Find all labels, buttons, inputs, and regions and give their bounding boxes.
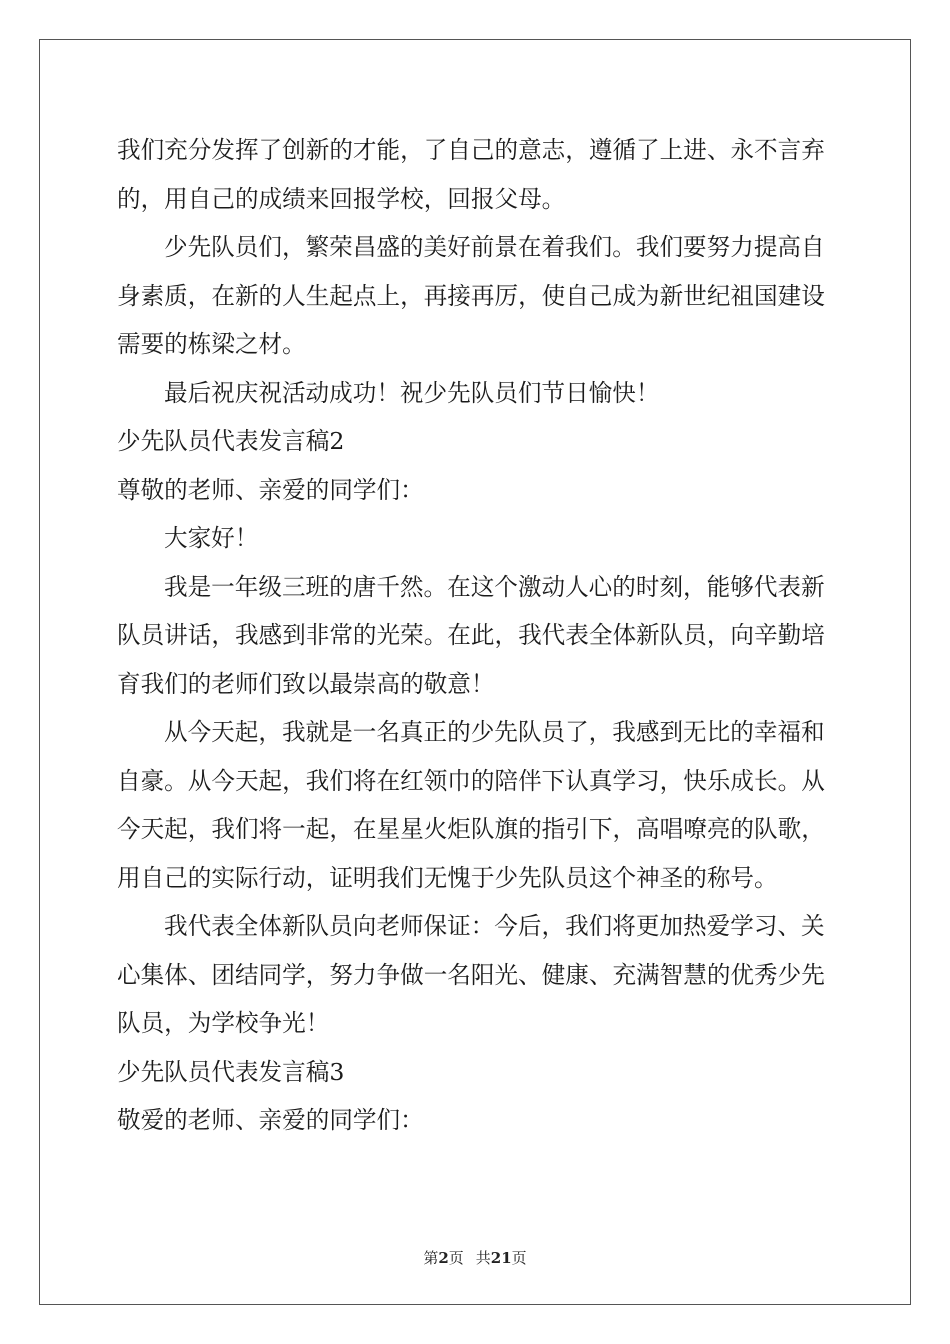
text-line: 我是一年级三班的唐千然。在这个激动人心的时刻，能够代表新: [164, 572, 825, 601]
text-line: 今天起，我们将一起，在星星火炬队旗的指引下，高唱嘹亮的队歌，: [117, 815, 825, 843]
total-pages: 共21页: [475, 1249, 527, 1267]
text-line: 敬爱的老师、亲爱的同学们：: [117, 1106, 424, 1134]
document-body: [117, 126, 833, 1145]
text-line: 少先队员代表发言稿2: [117, 427, 345, 455]
text-line: 队员，为学校争光！: [117, 1009, 330, 1037]
text-line: 从今天起，我就是一名真正的少先队员了，我感到无比的幸福和: [164, 718, 825, 746]
text-line: 最后祝庆祝活动成功！祝少先队员们节日愉快！: [164, 378, 660, 407]
text-line: 自豪。从今天起，我们将在红领巾的陪伴下认真学习，快乐成长。从: [117, 766, 825, 795]
text-line: 需要的栋梁之材。: [117, 330, 306, 358]
text-line: 的，用自己的成绩来回报学校，回报父母。: [117, 184, 566, 213]
text-line: 我们充分发挥了创新的才能，了自己的意志，遵循了上进、永不言弃: [117, 136, 825, 164]
text-line: 心集体、团结同学，努力争做一名阳光、健康、充满智慧的优秀少先: [117, 960, 825, 989]
text-line: 我代表全体新队员向老师保证：今后，我们将更加热爱学习、关: [164, 912, 825, 940]
text-line: 少先队员们，繁荣昌盛的美好前景在着我们。我们要努力提高自: [164, 233, 825, 261]
page-footer: [0, 1247, 950, 1268]
page-number: 第2页: [423, 1249, 464, 1267]
text-line: 用自己的实际行动，证明我们无愧于少先队员这个神圣的称号。: [117, 863, 778, 892]
text-line: 尊敬的老师、亲爱的同学们：: [117, 475, 424, 504]
text-line: 少先队员代表发言稿3: [117, 1057, 345, 1086]
text-line: 育我们的老师们致以最崇高的敬意！: [117, 669, 495, 698]
text-line: 队员讲话，我感到非常的光荣。在此，我代表全体新队员，向辛勤培: [117, 621, 825, 649]
text-line: 身素质，在新的人生起点上，再接再厉，使自己成为新世纪祖国建设: [117, 281, 825, 310]
text-line: 大家好！: [164, 524, 259, 552]
